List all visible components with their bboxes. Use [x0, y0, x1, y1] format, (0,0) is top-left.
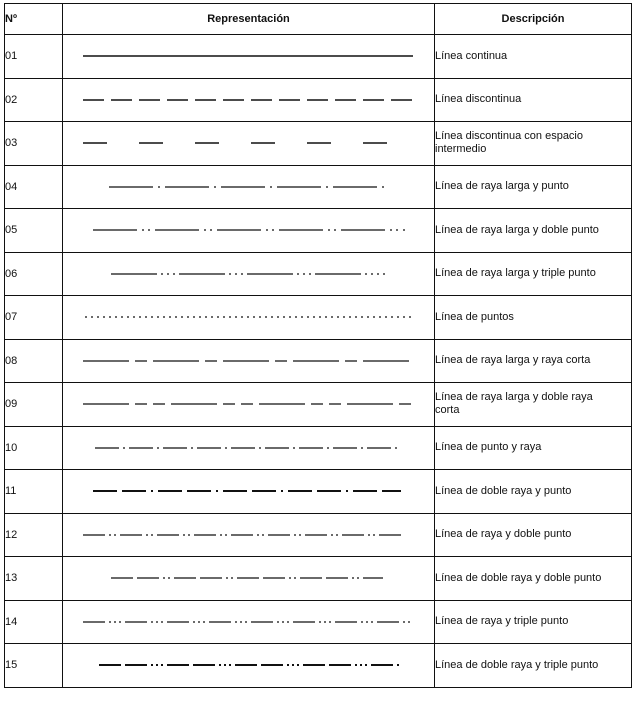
- line-representation: [63, 209, 435, 253]
- line-sample-svg: [63, 123, 434, 163]
- row-number: 03: [5, 122, 63, 166]
- header-row: [5, 4, 632, 35]
- table-row: [5, 78, 632, 122]
- line-description-cell: [435, 122, 632, 166]
- line-sample-svg: [63, 210, 434, 250]
- line-description: Línea discontinua con espacio intermedio: [435, 130, 583, 156]
- line-description: Línea de raya larga y raya corta: [435, 354, 591, 367]
- row-number: 11: [5, 470, 63, 514]
- line-description: Línea de doble raya y triple punto: [435, 658, 599, 671]
- row-number: 07: [5, 296, 63, 340]
- line-sample-svg: [63, 428, 434, 468]
- line-sample-svg: [63, 558, 434, 598]
- header-representation: Representación: [63, 4, 435, 35]
- line-description-cell: [435, 252, 632, 296]
- line-description: Línea de punto y raya: [435, 441, 542, 454]
- row-number: 15: [5, 644, 63, 688]
- line-description-cell: [435, 644, 632, 688]
- table-row: [5, 296, 632, 340]
- line-sample-svg: [63, 167, 434, 207]
- table-row: [5, 426, 632, 470]
- table-row: [5, 122, 632, 166]
- row-number: 13: [5, 557, 63, 601]
- line-description-cell: [435, 557, 632, 601]
- table-row: [5, 35, 632, 79]
- line-sample-svg: [63, 341, 434, 381]
- row-number: 09: [5, 383, 63, 427]
- row-number: 06: [5, 252, 63, 296]
- row-number: 01: [5, 35, 63, 79]
- line-description: Línea de raya larga y punto: [435, 180, 569, 193]
- line-description: Línea de doble raya y punto: [435, 484, 572, 497]
- line-sample-svg: [63, 297, 434, 337]
- table-row: [5, 644, 632, 688]
- line-description: Línea de raya larga y doble punto: [435, 223, 599, 236]
- line-description-cell: [435, 165, 632, 209]
- table-row: [5, 557, 632, 601]
- line-representation: [63, 383, 435, 427]
- line-sample-svg: [63, 36, 434, 76]
- line-sample-svg: [63, 645, 434, 685]
- line-sample-svg: [63, 602, 434, 642]
- row-number: 12: [5, 513, 63, 557]
- line-description-cell: [435, 209, 632, 253]
- row-number: 14: [5, 600, 63, 644]
- table-row: [5, 600, 632, 644]
- line-description-cell: [435, 513, 632, 557]
- line-description-cell: [435, 78, 632, 122]
- line-description: Línea de raya larga y triple punto: [435, 267, 596, 280]
- line-description: Línea de doble raya y doble punto: [435, 571, 602, 584]
- line-description: Línea de puntos: [435, 310, 514, 323]
- line-representation: [63, 513, 435, 557]
- table-row: [5, 383, 632, 427]
- line-representation: [63, 600, 435, 644]
- line-sample-svg: [63, 471, 434, 511]
- line-representation: [63, 557, 435, 601]
- line-description-cell: [435, 383, 632, 427]
- table-row: [5, 209, 632, 253]
- line-representation: [63, 122, 435, 166]
- row-number: 10: [5, 426, 63, 470]
- line-representation: [63, 426, 435, 470]
- line-representation: [63, 252, 435, 296]
- line-representation: [63, 644, 435, 688]
- table-row: [5, 165, 632, 209]
- line-types-table: [4, 3, 632, 688]
- line-description-cell: [435, 470, 632, 514]
- line-description-cell: [435, 296, 632, 340]
- table-row: [5, 470, 632, 514]
- line-sample-svg: [63, 515, 434, 555]
- line-description: Línea de raya larga y doble raya corta: [435, 391, 593, 417]
- line-description-cell: [435, 35, 632, 79]
- line-description: Línea de raya y doble punto: [435, 528, 572, 541]
- line-representation: [63, 35, 435, 79]
- line-representation: [63, 296, 435, 340]
- line-description-cell: [435, 339, 632, 383]
- table-row: [5, 513, 632, 557]
- line-description-cell: [435, 600, 632, 644]
- row-number: 05: [5, 209, 63, 253]
- line-representation: [63, 165, 435, 209]
- line-sample-svg: [63, 254, 434, 294]
- line-description-cell: [435, 426, 632, 470]
- line-representation: [63, 470, 435, 514]
- line-sample-svg: [63, 384, 434, 424]
- header-no: Nº: [5, 4, 63, 35]
- line-description: Línea continua: [435, 49, 508, 62]
- line-sample-svg: [63, 80, 434, 120]
- header-description: Descripción: [435, 4, 632, 35]
- row-number: 08: [5, 339, 63, 383]
- row-number: 04: [5, 165, 63, 209]
- row-number: 02: [5, 78, 63, 122]
- line-representation: [63, 339, 435, 383]
- line-description: Línea de raya y triple punto: [435, 615, 569, 628]
- line-description: Línea discontinua: [435, 93, 522, 106]
- table-row: [5, 252, 632, 296]
- table-row: [5, 339, 632, 383]
- line-representation: [63, 78, 435, 122]
